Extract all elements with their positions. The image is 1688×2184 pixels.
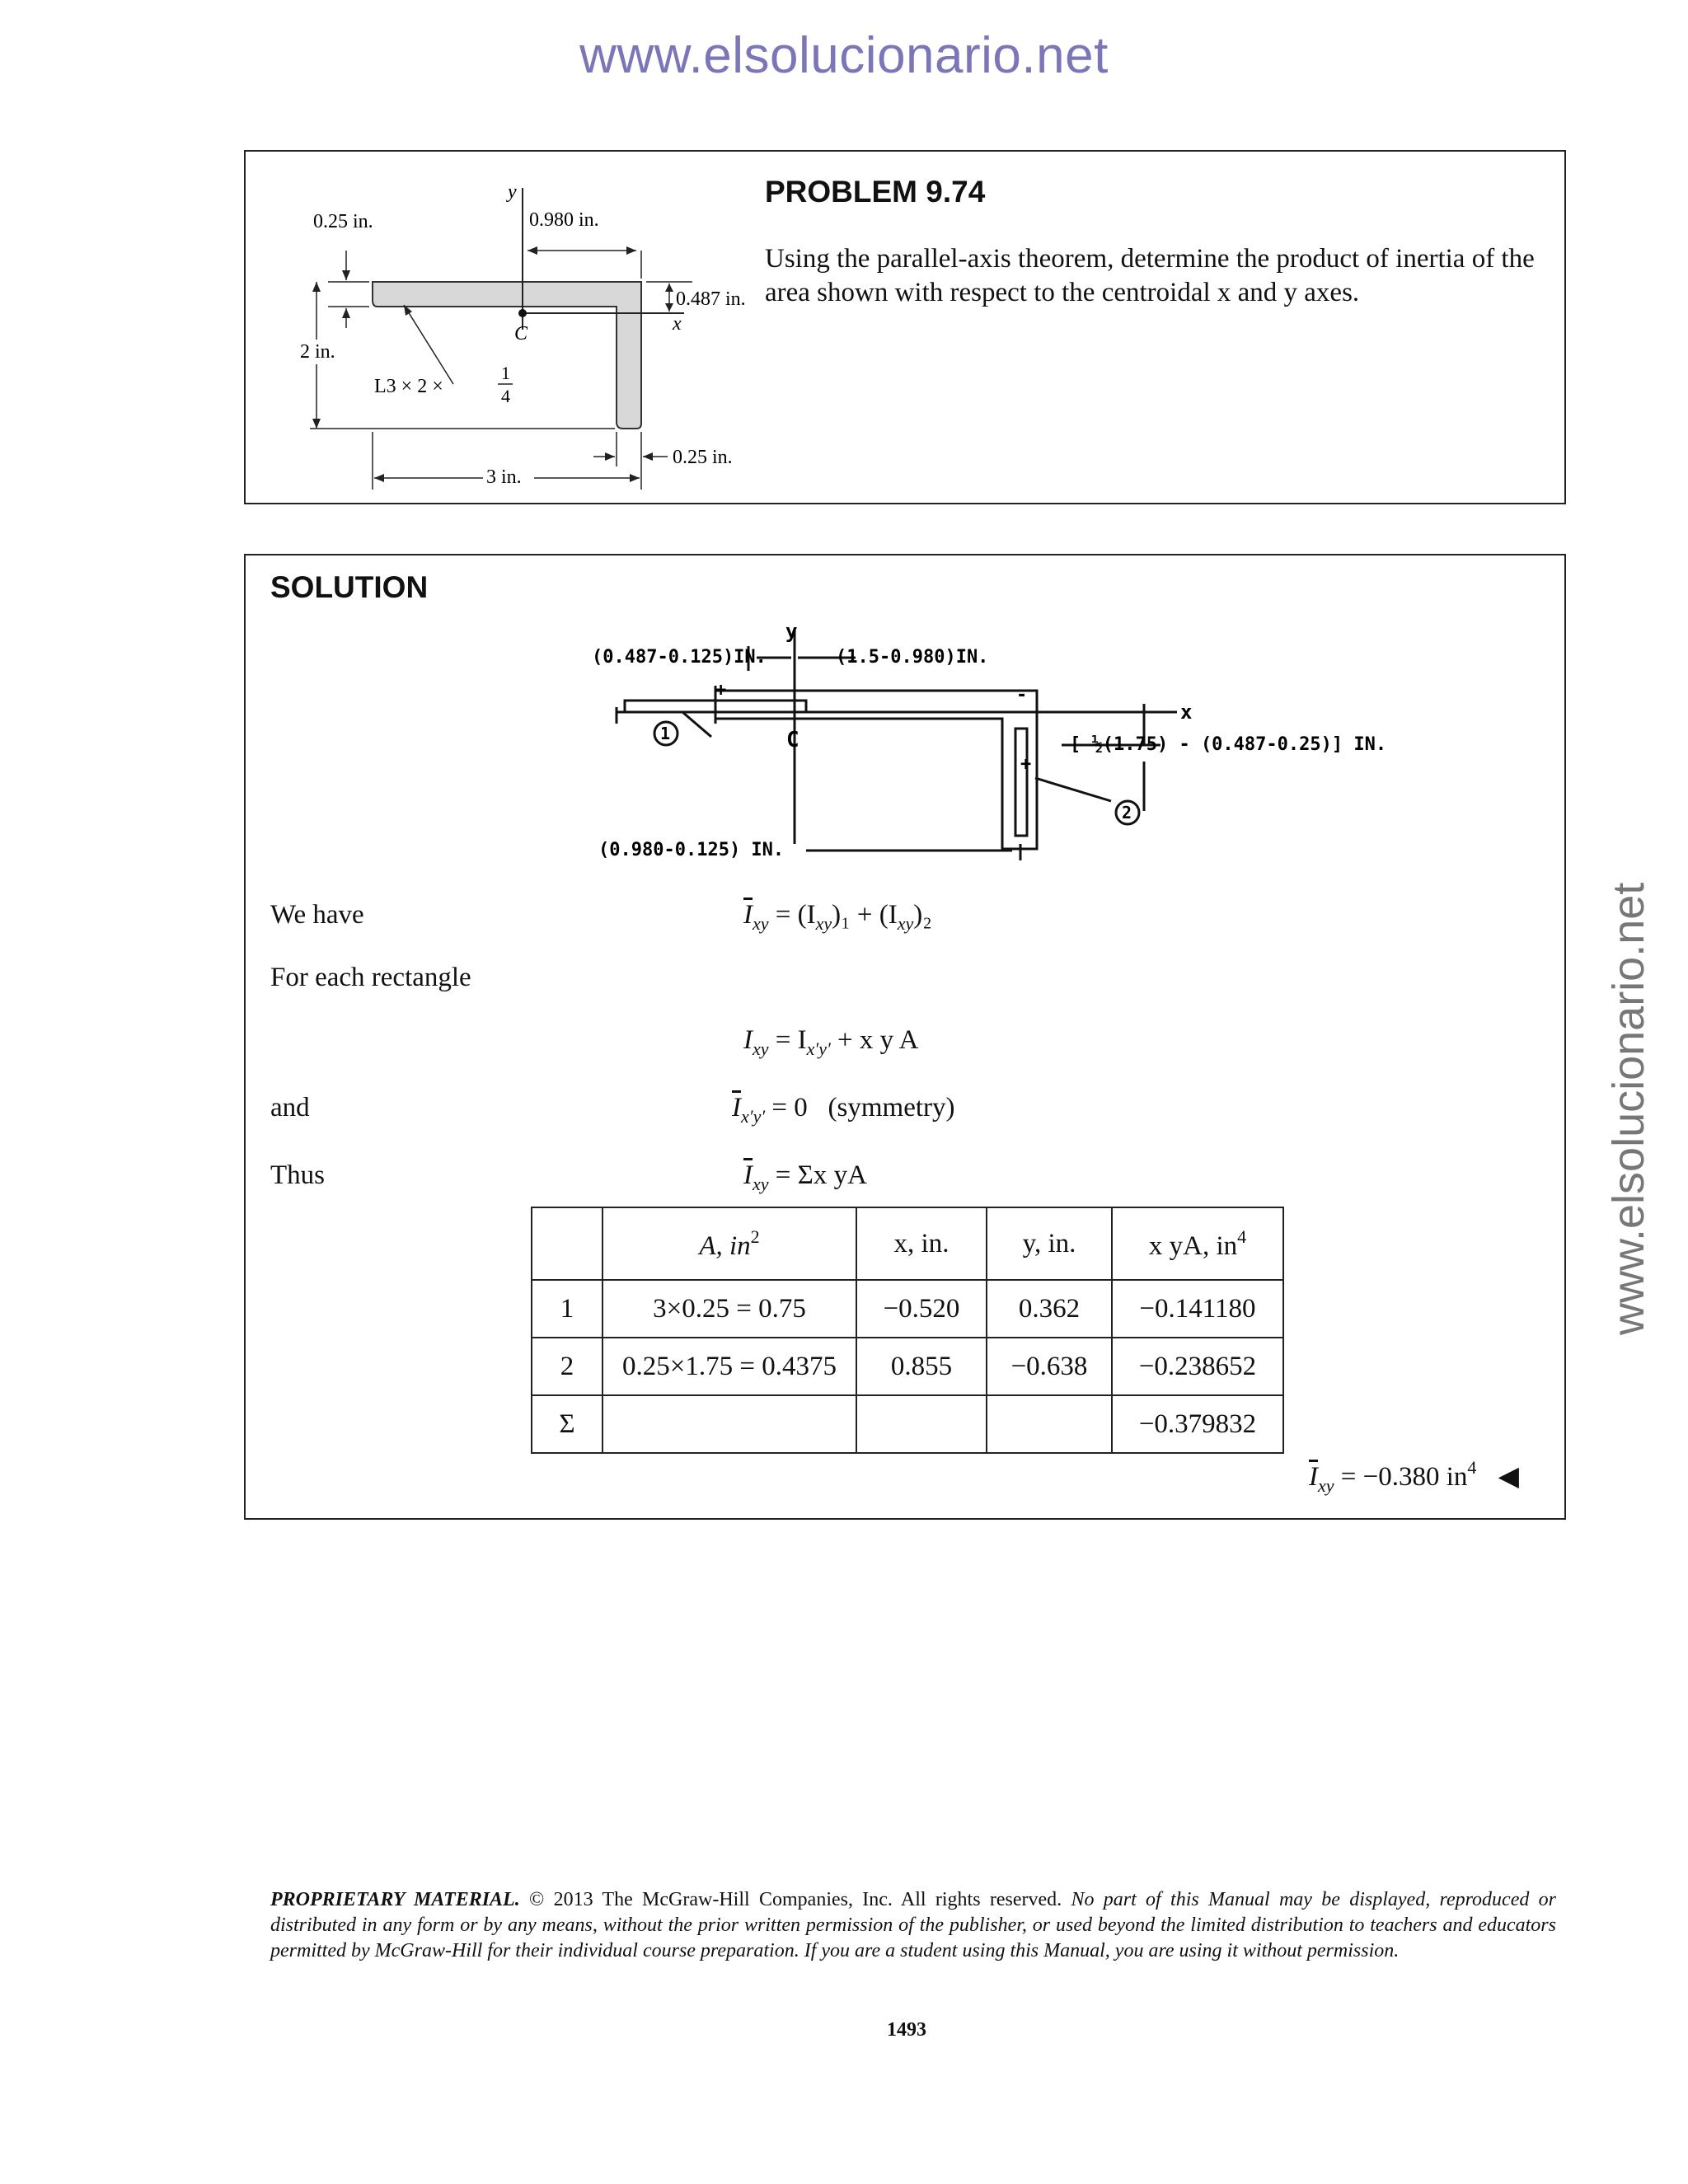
- table-header: [532, 1207, 603, 1280]
- problem-box: [244, 150, 1566, 504]
- eq-symmetry: $\overline{I}_{x'y'} = 0$ (symmetry): [732, 1093, 955, 1127]
- table-cell: 2: [532, 1338, 603, 1395]
- sketch-top-left: (0.487-0.125)IN.: [592, 647, 767, 668]
- table-header: A, $in^2$: [603, 1207, 856, 1280]
- fig-dim-025-right: 0.25 in.: [673, 447, 733, 468]
- fig-frac-den: 4: [501, 386, 510, 406]
- sketch-part2: 2: [1122, 803, 1132, 823]
- table-cell: −0.141180: [1112, 1280, 1283, 1338]
- problem-heading: PROBLEM 9.74: [765, 175, 986, 209]
- table-row: [532, 1395, 1283, 1453]
- we-have-label: We have: [270, 900, 364, 930]
- table-header: y, in.: [987, 1207, 1112, 1280]
- footer-notice: PROPRIETARY MATERIAL. © 2013 The McGraw-Hill Companies, Inc. All rights reserved. No part of this Manual may be displayed, reproduced or distributed in any form or by any means, without the prior written permission of the publisher, or used beyond the limited distribution to teachers and educators permitted by McGraw-Hill for their individual course preparation. If you are a student using this Manual, you are using it without permission.: [270, 1889, 1556, 1961]
- table-header: x, in.: [856, 1207, 987, 1280]
- results-table: [531, 1207, 1284, 1454]
- sketch-y-label: y: [785, 621, 798, 643]
- angle-section-shape: [373, 282, 641, 429]
- fig-x-label: x: [673, 313, 682, 335]
- table-cell: −0.638: [987, 1338, 1112, 1395]
- table-cell: 1: [532, 1280, 603, 1338]
- sketch-minus: -: [1016, 685, 1028, 705]
- fig-c-label: C: [514, 323, 528, 344]
- fig-dim-2: 2 in.: [300, 341, 335, 363]
- fig-dim-0487: 0.487 in.: [676, 288, 746, 310]
- for-each-label: For each rectangle: [270, 963, 471, 992]
- table-cell: [603, 1395, 856, 1453]
- table-row: [532, 1280, 1283, 1338]
- fig-y-label: y: [508, 181, 517, 203]
- table-header-row: [532, 1207, 1283, 1280]
- table-cell: [856, 1395, 987, 1453]
- fig-dim-0980: 0.980 in.: [529, 209, 599, 231]
- sketch-plus-2: +: [1020, 754, 1032, 775]
- final-answer: $\overline{I}_{xy} = -0.380$ $in^4$ ◀: [1309, 1457, 1520, 1496]
- eq-parallel-axis: $I_{xy} = I_{x'y'} + x$ y A: [743, 1025, 919, 1059]
- solution-sketch: [584, 621, 1457, 869]
- eq-sum: $\overline{I}_{xy} = \Sigma x$ yA: [743, 1160, 867, 1194]
- sketch-c-label: C: [786, 728, 799, 752]
- table-row: [532, 1338, 1283, 1395]
- and-label: and: [270, 1093, 310, 1122]
- solution-heading: SOLUTION: [270, 570, 429, 604]
- problem-statement: Using the parallel-axis theorem, determine the product of inertia of the area shown with respect to the centroidal x and y axes.: [765, 244, 1535, 307]
- solution-box: [244, 554, 1566, 1520]
- problem-figure: [288, 168, 964, 490]
- table-cell: −0.520: [856, 1280, 987, 1338]
- watermark-top: www.elsolucionario.net: [579, 27, 1109, 84]
- sketch-x-label: x: [1180, 701, 1193, 724]
- page-number: 1493: [887, 2019, 926, 2041]
- table-cell: [987, 1395, 1112, 1453]
- fig-dim-025-top: 0.25 in.: [313, 211, 373, 232]
- fig-dim-3: 3 in.: [486, 466, 522, 488]
- table-cell: 0.25×1.75 = 0.4375: [603, 1338, 856, 1395]
- table-header: x yA, $in^4$: [1112, 1207, 1283, 1280]
- thus-label: Thus: [270, 1160, 325, 1190]
- table-cell: −0.379832: [1112, 1395, 1283, 1453]
- fig-section-label: L3 × 2 ×: [374, 376, 443, 397]
- table-cell: Σ: [532, 1395, 603, 1453]
- answer-marker-icon: ◀: [1498, 1462, 1520, 1492]
- sketch-plus-1: +: [715, 680, 727, 701]
- sketch-bottom: (0.980-0.125) IN.: [598, 840, 785, 860]
- sketch-part1: 1: [660, 724, 671, 743]
- table-cell: 3×0.25 = 0.75: [603, 1280, 856, 1338]
- fig-frac-num: 1: [501, 363, 510, 383]
- table-cell: 0.362: [987, 1280, 1112, 1338]
- table-cell: −0.238652: [1112, 1338, 1283, 1395]
- sketch-top-right: (1.5-0.980)IN.: [836, 647, 989, 668]
- eq-total: $\overline{I}_{xy} = (I_{xy})_1 + (I_{xy})_2$: [743, 900, 932, 934]
- watermark-side: www.elsolucionario.net: [1604, 882, 1653, 1335]
- table-cell: 0.855: [856, 1338, 987, 1395]
- sketch-right: [ ½(1.75) - (0.487-0.25)] IN.: [1070, 734, 1387, 755]
